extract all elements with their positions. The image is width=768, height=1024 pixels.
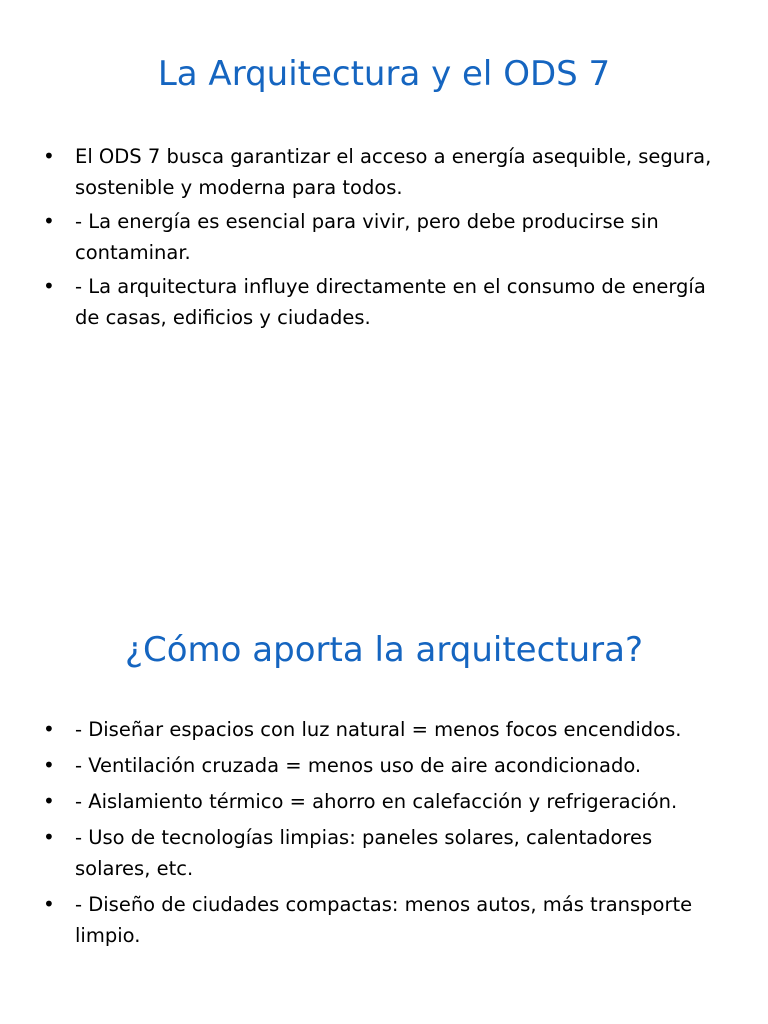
bullet-icon: • [43,717,55,741]
bullet-icon: • [43,753,55,777]
slide-2 [0,512,768,1024]
bullet-item [40,750,730,781]
bullet-icon: • [43,789,55,813]
slide-1-title: La Arquitectura y el ODS 7 [157,54,611,94]
bullet-item [40,271,730,333]
bullet-text: - La energía es esencial para vivir, pero debe producirse sin contaminar. [75,210,659,264]
slide-1-bullet-list [40,141,730,336]
bullet-text: - Aislamiento térmico = ahorro en calefacción y refrigeración. [75,790,678,813]
bullet-text: - Ventilación cruzada = menos uso de aire acondicionado. [75,754,642,777]
bullet-item [40,714,730,745]
bullet-text: - Uso de tecnologías limpias: paneles solares, calentadores solares, etc. [75,826,653,880]
bullet-icon: • [43,209,55,233]
bullet-item [40,141,730,203]
bullet-item [40,822,730,884]
bullet-icon: • [43,892,55,916]
bullet-icon: • [43,825,55,849]
bullet-item [40,786,730,817]
bullet-text: - Diseño de ciudades compactas: menos autos, más transporte limpio. [75,893,693,947]
bullet-text: - Diseñar espacios con luz natural = menos focos encendidos. [75,718,682,741]
bullet-text: El ODS 7 busca garantizar el acceso a energía asequible, segura, sostenible y moderna para todos. [75,145,712,199]
bullet-icon: • [43,144,55,168]
slide-2-bullet-list [40,714,730,956]
slide-2-title: ¿Cómo aporta la arquitectura? [124,630,644,670]
bullet-item [40,889,730,951]
bullet-text: - La arquitectura influye directamente en el consumo de energía de casas, edificios y ciudades. [75,275,706,329]
bullet-icon: • [43,274,55,298]
bullet-item [40,206,730,268]
